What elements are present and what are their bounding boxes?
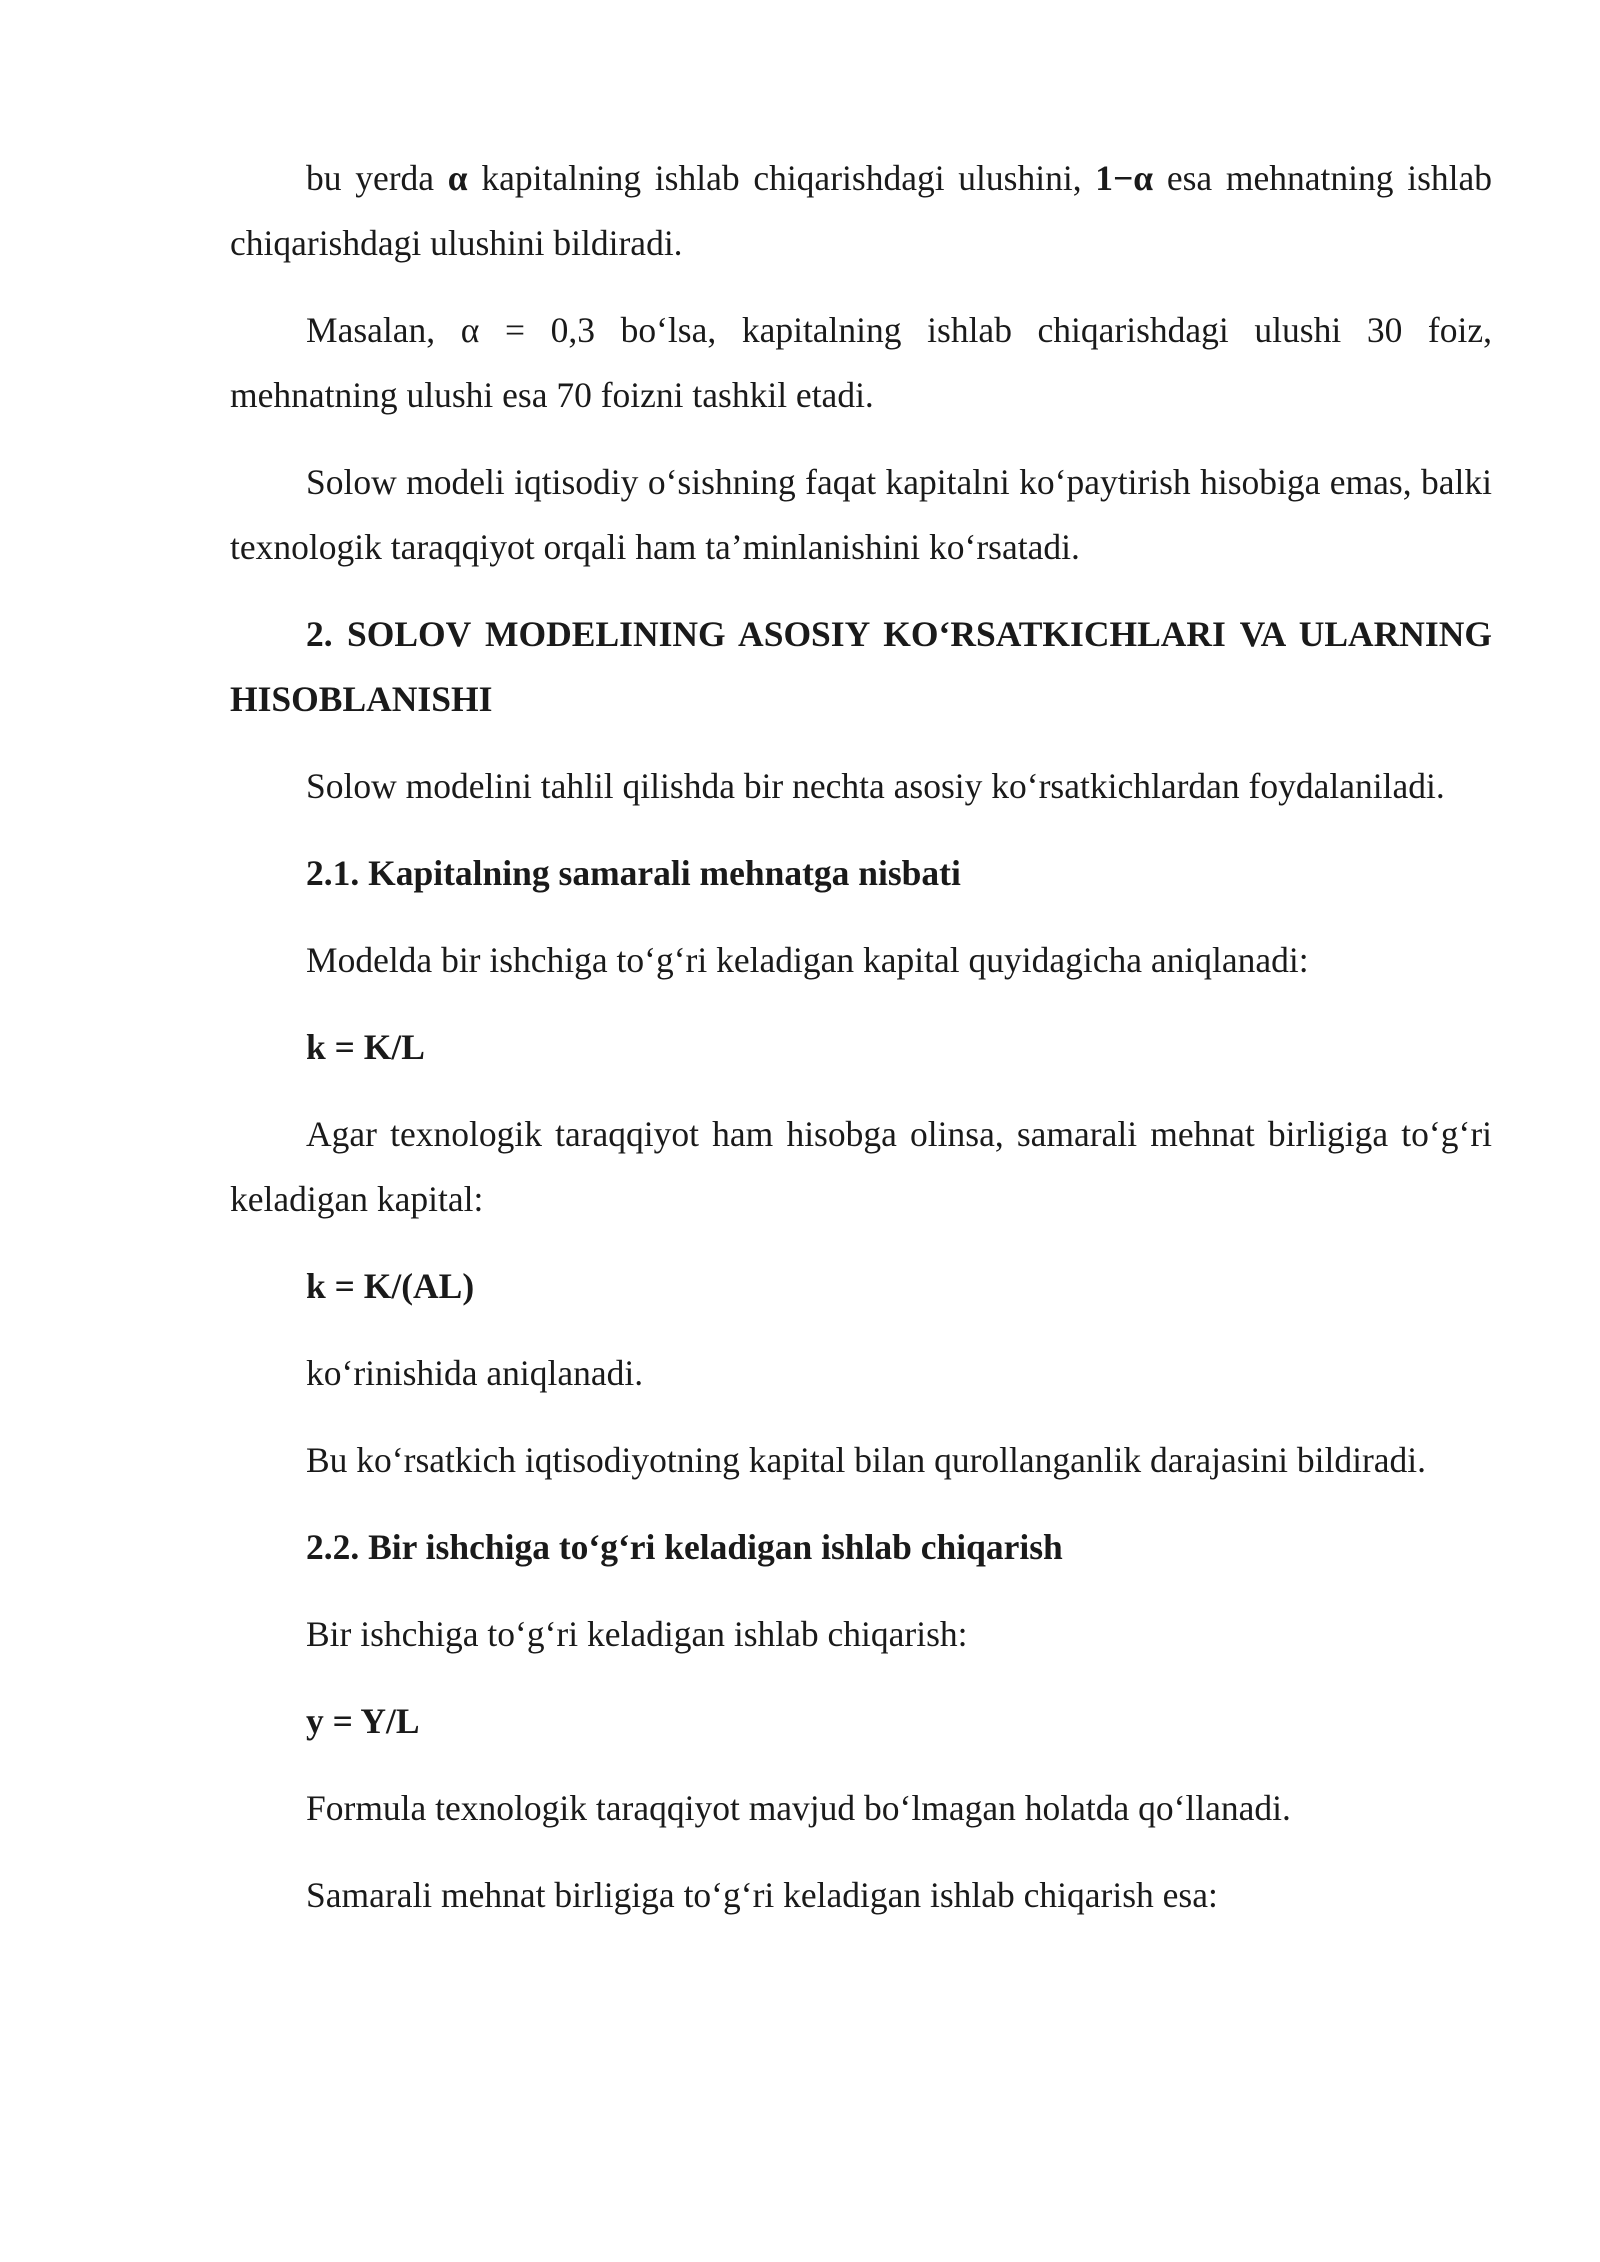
formula-k-per-al: k = K/(AL) bbox=[306, 1266, 475, 1306]
paragraph-capital-equipment: Bu ko‘rsatkich iqtisodiyotning kapital bilan qurollanganlik darajasini bildiradi. bbox=[306, 1440, 1427, 1480]
text-run: bu yerda bbox=[306, 158, 448, 198]
paragraph-formula-usage: Formula texnologik taraqqiyot mavjud bo‘lmagan holatda qo‘llanadi. bbox=[306, 1788, 1291, 1828]
subsection-heading-2-1: 2.1. Kapitalning samarali mehnatga nisbati bbox=[306, 853, 961, 893]
paragraph-example: Masalan, α = 0,3 bo‘lsa, kapitalning ishlab chiqarishdagi ulushi 30 foiz, mehnatning ulushi esa 70 foizni tashkil etadi. bbox=[230, 310, 1492, 415]
subsection-heading-2-2: 2.2. Bir ishchiga to‘g‘ri keladigan ishlab chiqarish bbox=[306, 1527, 1063, 1567]
paragraph-indicators-intro: Solow modelini tahlil qilishda bir nechta asosiy ko‘rsatkichlardan foydalaniladi. bbox=[306, 766, 1445, 806]
formula-k-per-l: k = K/L bbox=[306, 1027, 425, 1067]
paragraph-alpha-definition bbox=[230, 146, 1492, 276]
paragraph-capital-per-worker: Modelda bir ishchiga to‘g‘ri keladigan kapital quyidagicha aniqlanadi: bbox=[306, 940, 1309, 980]
paragraph-effective-output: Samarali mehnat birligiga to‘g‘ri keladigan ishlab chiqarish esa: bbox=[306, 1875, 1218, 1915]
paragraph-effective-labor: Agar texnologik taraqqiyot ham hisobga olinsa, samarali mehnat birligiga to‘g‘ri keladigan kapital: bbox=[230, 1114, 1492, 1219]
paragraph-defined-as: ko‘rinishida aniqlanadi. bbox=[306, 1353, 644, 1393]
alpha-symbol: α bbox=[447, 158, 468, 198]
text-run: esa mehnatning ishlab chiqarishdagi ulushini bildiradi. bbox=[230, 158, 1492, 263]
paragraph-output-per-worker: Bir ishchiga to‘g‘ri keladigan ishlab chiqarish: bbox=[306, 1614, 968, 1654]
one-minus-alpha-symbol: 1−α bbox=[1095, 158, 1154, 198]
formula-y-per-l: y = Y/L bbox=[306, 1701, 420, 1741]
text-run: kapitalning ishlab chiqarishdagi ulushini, bbox=[467, 158, 1096, 198]
paragraph-solow-growth: Solow modeli iqtisodiy o‘sishning faqat kapitalni ko‘paytirish hisobiga emas, balki texnologik taraqqiyot orqali ham ta’minlanishini ko‘rsatadi. bbox=[230, 462, 1492, 567]
page-body bbox=[230, 146, 1492, 1950]
section-heading-2: 2. SOLOV MODELINING ASOSIY KO‘RSATKICHLARI VA ULARNING HISOBLANISHI bbox=[230, 614, 1492, 719]
